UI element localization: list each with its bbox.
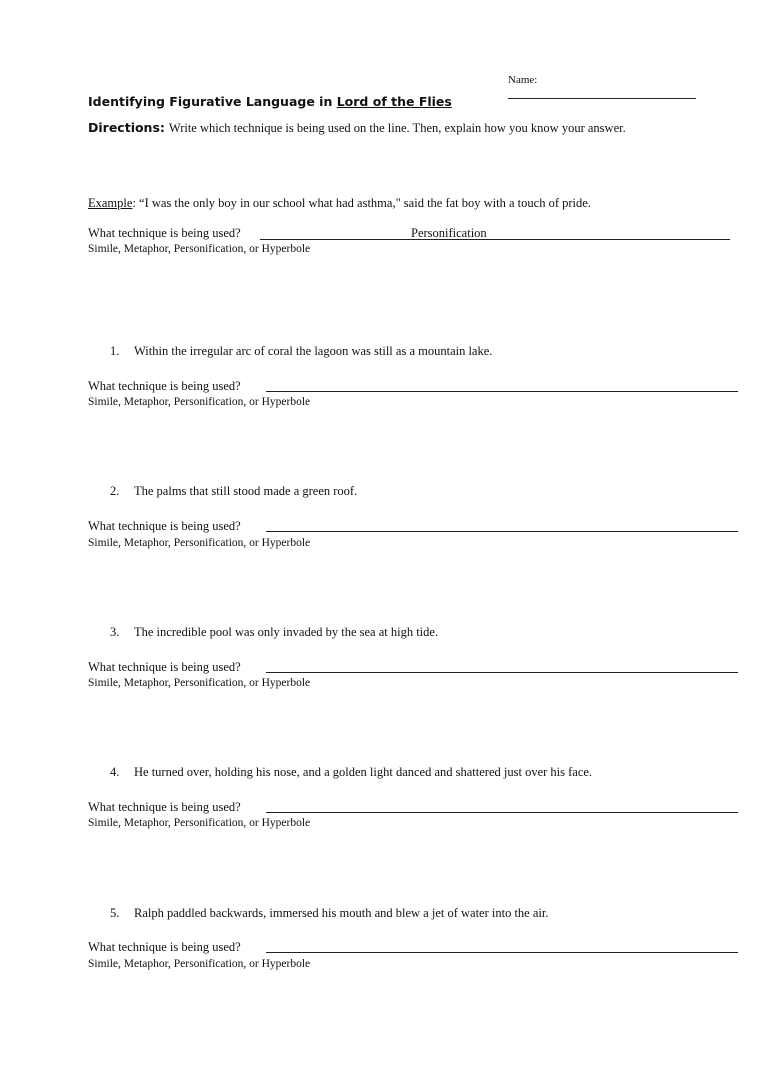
- item-1-options: Simile, Metaphor, Personification, or Hyperbole: [88, 396, 311, 408]
- item-3-answer-line[interactable]: [266, 672, 738, 673]
- item-text: Within the irregular arc of coral the lagoon was still as a mountain lake.: [134, 344, 493, 358]
- item-text: The palms that still stood made a green roof.: [134, 484, 358, 498]
- item-2-options: Simile, Metaphor, Personification, or Hyperbole: [88, 537, 311, 549]
- item-5-answer-line[interactable]: [266, 952, 738, 953]
- item-4-question: What technique is being used?: [88, 800, 241, 814]
- example-question: What technique is being used?: [88, 226, 241, 240]
- item-2-question: What technique is being used?: [88, 519, 241, 533]
- item-5-options: Simile, Metaphor, Personification, or Hyperbole: [88, 958, 311, 970]
- item-3: [110, 625, 438, 640]
- item-4-options: Simile, Metaphor, Personification, or Hyperbole: [88, 817, 311, 829]
- item-5: [110, 906, 548, 921]
- item-number: 1.: [110, 344, 120, 358]
- item-text: Ralph paddled backwards, immersed his mouth and blew a jet of water into the air.: [134, 906, 549, 920]
- item-2: [110, 484, 357, 499]
- worksheet-title: [88, 94, 452, 109]
- name-line[interactable]: [508, 98, 696, 99]
- item-text: The incredible pool was only invaded by the sea at high tide.: [134, 625, 439, 639]
- directions-text: Write which technique is being used on the line. Then, explain how you know your answer.: [168, 121, 626, 135]
- item-1-question: What technique is being used?: [88, 379, 241, 393]
- item-4: [110, 765, 592, 780]
- title-work: Lord of the Flies: [336, 94, 452, 109]
- item-text: He turned over, holding his nose, and a golden light danced and shattered just over his face.: [134, 765, 593, 779]
- item-1-answer-line[interactable]: [266, 391, 738, 392]
- item-2-answer-line[interactable]: [266, 531, 738, 532]
- item-4-answer-line[interactable]: [266, 812, 738, 813]
- directions: [88, 119, 626, 137]
- item-5-question: What technique is being used?: [88, 940, 241, 954]
- item-number: 3.: [110, 625, 120, 639]
- item-3-options: Simile, Metaphor, Personification, or Hyperbole: [88, 677, 311, 689]
- example-sentence: [88, 196, 591, 211]
- title-prefix: Identifying Figurative Language in: [88, 94, 337, 109]
- item-number: 4.: [110, 765, 120, 779]
- example-label: Example: [88, 196, 133, 210]
- item-number: 5.: [110, 906, 120, 920]
- item-1: [110, 344, 492, 359]
- item-3-question: What technique is being used?: [88, 660, 241, 674]
- example-quote: : “I was the only boy in our school what had asthma," said the fat boy with a touch of pride.: [132, 196, 591, 210]
- directions-label: Directions:: [88, 120, 165, 135]
- item-number: 2.: [110, 484, 120, 498]
- example-answer: Personification: [411, 226, 487, 240]
- example-answer-line[interactable]: [260, 239, 730, 240]
- example-options: Simile, Metaphor, Personification, or Hyperbole: [88, 243, 311, 255]
- name-label: Name:: [508, 74, 538, 86]
